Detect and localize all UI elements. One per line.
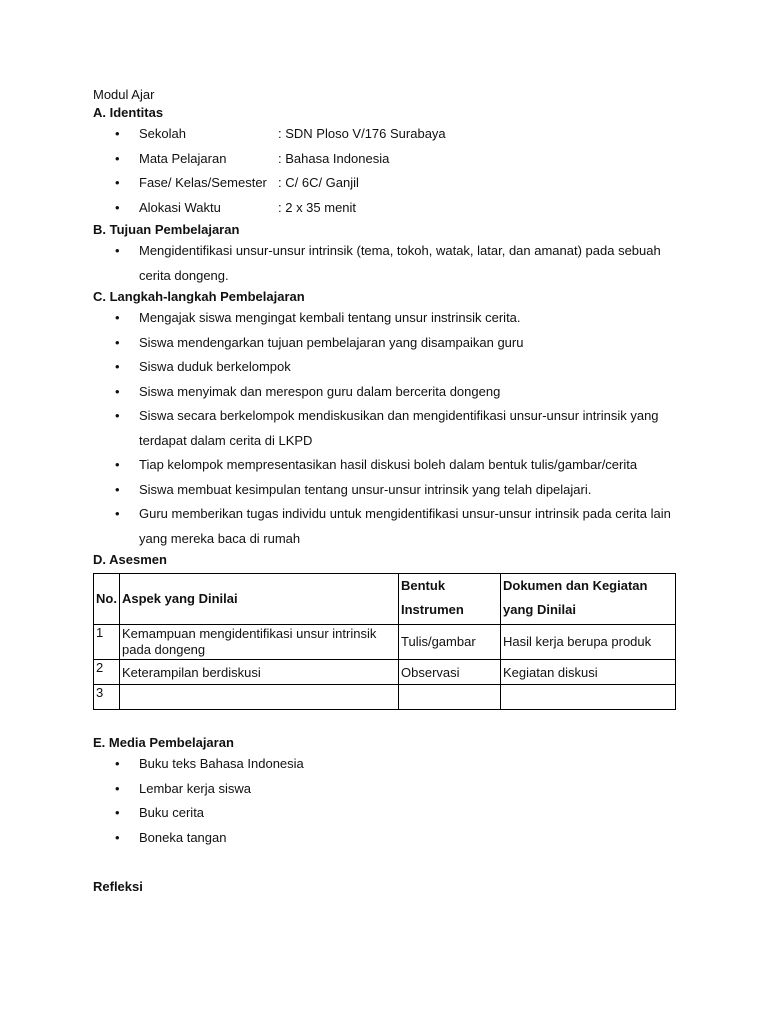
table-cell: 1 <box>94 625 120 660</box>
table-cell: Hasil kerja berupa produk <box>501 625 676 660</box>
table-cell: Keterampilan berdiskusi <box>120 660 399 685</box>
identitas-label: Alokasi Waktu <box>139 199 221 215</box>
section-media-heading: E. Media Pembelajaran <box>93 735 234 750</box>
identitas-item <box>93 171 678 196</box>
langkah-item: • Tiap kelompok mempresentasikan hasil diskusi boleh dalam bentuk tulis/gambar/cerita <box>93 453 678 478</box>
tujuan-item: • Mengidentifikasi unsur-unsur intrinsik (tema, tokoh, watak, latar, dan amanat) pada sebuah cerita dongeng. <box>93 239 678 288</box>
identitas-value: : 2 x 35 menit <box>278 199 357 215</box>
section-asesmen-heading: D. Asesmen <box>93 552 167 567</box>
identitas-list <box>93 122 678 220</box>
table-cell: 3 <box>94 685 120 710</box>
identitas-value: : C/ 6C/ Ganjil <box>278 175 359 190</box>
spacer <box>93 710 678 734</box>
table-header-cell: Dokumen dan Kegiatan yang Dinilai <box>501 574 676 625</box>
identitas-label: Mata Pelajaran <box>139 150 227 166</box>
table-row <box>94 685 676 710</box>
identitas-label: Fase/ Kelas/Semester <box>139 175 267 190</box>
table-row <box>94 625 676 660</box>
langkah-item: • Mengajak siswa mengingat kembali tentang unsur instrinsik cerita. <box>93 306 678 331</box>
section-langkah-heading: C. Langkah-langkah Pembelajaran <box>93 289 305 304</box>
table-cell: 2 <box>94 660 120 685</box>
table-cell <box>120 685 399 710</box>
section-identitas-heading: A. Identitas <box>93 105 164 120</box>
langkah-list <box>93 306 678 551</box>
langkah-item: • Siswa duduk berkelompok <box>93 355 678 380</box>
langkah-item: • Guru memberikan tugas individu untuk mengidentifikasi unsur-unsur intrinsik pada cerita lain yang mereka baca di rumah <box>93 502 678 551</box>
table-header-cell: Aspek yang Dinilai <box>120 574 399 625</box>
table-cell <box>501 685 676 710</box>
table-header-cell: No. <box>94 574 120 625</box>
media-item: • Lembar kerja siswa <box>93 777 678 802</box>
table-header-row <box>94 574 676 625</box>
media-item: • Buku cerita <box>93 801 678 826</box>
identitas-item <box>93 196 678 221</box>
langkah-item: • Siswa mendengarkan tujuan pembelajaran yang disampaikan guru <box>93 331 678 356</box>
document-title: Modul Ajar <box>93 87 155 102</box>
identitas-item <box>93 122 678 147</box>
tujuan-list <box>93 239 678 288</box>
table-row <box>94 660 676 685</box>
table-cell: Tulis/gambar <box>399 625 501 660</box>
langkah-item: • Siswa menyimak dan merespon guru dalam bercerita dongeng <box>93 380 678 405</box>
section-tujuan-heading: B. Tujuan Pembelajaran <box>93 222 240 237</box>
identitas-value: : Bahasa Indonesia <box>278 150 390 166</box>
table-cell: Observasi <box>399 660 501 685</box>
media-item: • Buku teks Bahasa Indonesia <box>93 752 678 777</box>
asesmen-table <box>93 573 676 710</box>
media-list <box>93 752 678 850</box>
table-cell: Kemampuan mengidentifikasi unsur intrinsik pada dongeng <box>120 625 399 660</box>
identitas-value: : SDN Ploso V/176 Surabaya <box>278 126 446 141</box>
refleksi-heading: Refleksi <box>93 879 143 894</box>
table-cell: Kegiatan diskusi <box>501 660 676 685</box>
identitas-item <box>93 147 678 172</box>
identitas-label: Sekolah <box>139 126 186 141</box>
table-cell <box>399 685 501 710</box>
langkah-item: • Siswa membuat kesimpulan tentang unsur-unsur intrinsik yang telah dipelajari. <box>93 478 678 503</box>
document-page <box>93 86 678 896</box>
media-item: • Boneka tangan <box>93 826 678 851</box>
langkah-item: • Siswa secara berkelompok mendiskusikan dan mengidentifikasi unsur-unsur intrinsik yang terdapat dalam cerita di LKPD <box>93 404 678 453</box>
table-header-cell: Bentuk Instrumen <box>399 574 501 625</box>
